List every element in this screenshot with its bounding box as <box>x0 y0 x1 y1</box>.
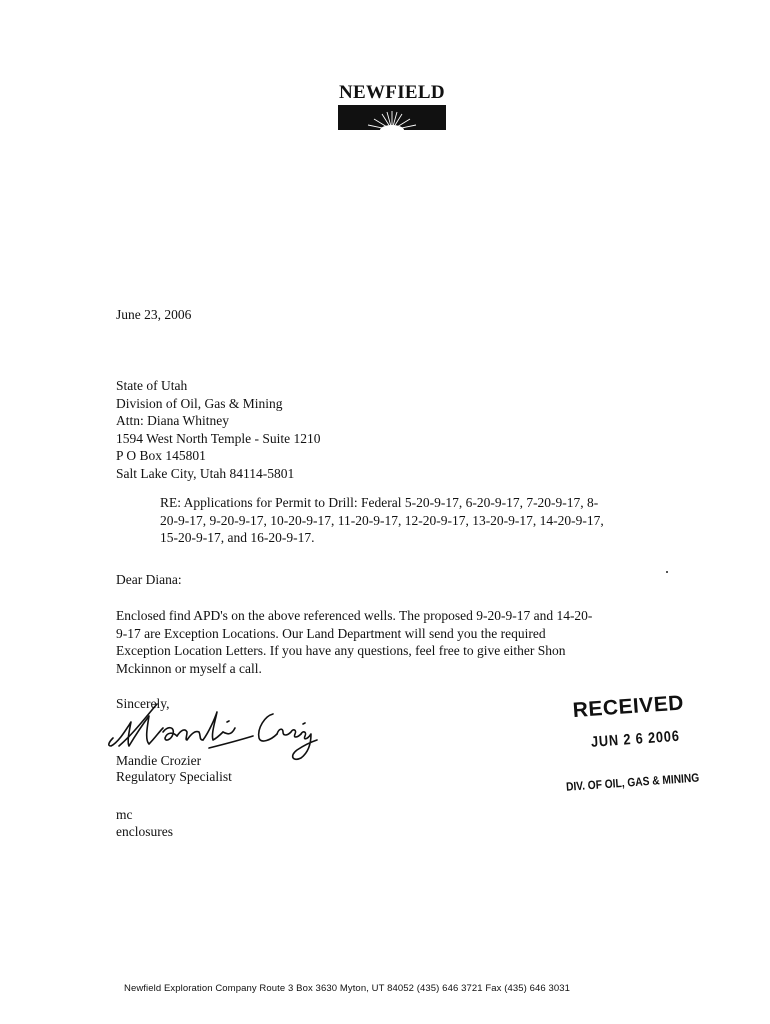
stamp-received-text: RECEIVED <box>571 691 685 723</box>
scan-speck <box>666 571 668 573</box>
signer-name: Mandie Crozier <box>116 753 202 768</box>
paragraph-line: Enclosed find APD's on the above referenced wells. The proposed 9-20-9-17 and 14-20- <box>116 608 593 623</box>
closing: Sincerely, <box>116 696 170 711</box>
address-line: Attn: Diana Whitney <box>116 413 229 428</box>
subject-line <box>160 494 670 547</box>
address-line: Division of Oil, Gas & Mining <box>116 395 283 411</box>
stamp-division: DIV. OF OIL, GAS & MINING <box>565 770 700 794</box>
body-paragraph <box>116 607 592 677</box>
company-logo-text: NEWFIELD <box>339 82 445 103</box>
subject-line-text: 15-20-9-17, and 16-20-9-17. <box>160 530 315 545</box>
salutation: Dear Diana: <box>116 572 182 587</box>
address-line: 1594 West North Temple - Suite 1210 <box>116 430 321 446</box>
address-line: Salt Lake City, Utah 84114-5801 <box>116 465 295 481</box>
paragraph-line: 9-17 are Exception Locations. Our Land Department will send you the required <box>116 625 546 641</box>
address-line: P O Box 145801 <box>116 448 206 463</box>
sunburst-logo-icon <box>338 105 446 130</box>
paragraph-line: Exception Location Letters. If you have any questions, feel free to give either Shon <box>116 643 566 658</box>
stamp-date: JUN 2 6 2006 <box>590 727 681 751</box>
subject-line-text: RE: Applications for Permit to Drill: Federal 5-20-9-17, 6-20-9-17, 7-20-9-17, 8- <box>160 495 599 510</box>
received-stamp <box>560 687 747 809</box>
recipient-address <box>116 377 320 482</box>
subject-line-text: 20-9-17, 9-20-9-17, 10-20-9-17, 11-20-9-17, 12-20-9-17, 13-20-9-17, 14-20-9-17, <box>160 512 604 528</box>
letterhead-footer: Newfield Exploration Company Route 3 Box 3630 Myton, UT 84052 (435) 646 3721 Fax (435) 646 3031 <box>124 983 571 994</box>
typist-initials: mc <box>116 807 133 822</box>
address-line: State of Utah <box>116 378 188 393</box>
letter-date: June 23, 2006 <box>116 307 192 322</box>
signer-title: Regulatory Specialist <box>116 769 232 784</box>
enclosures-note: enclosures <box>116 824 173 839</box>
paragraph-line: Mckinnon or myself a call. <box>116 660 262 676</box>
